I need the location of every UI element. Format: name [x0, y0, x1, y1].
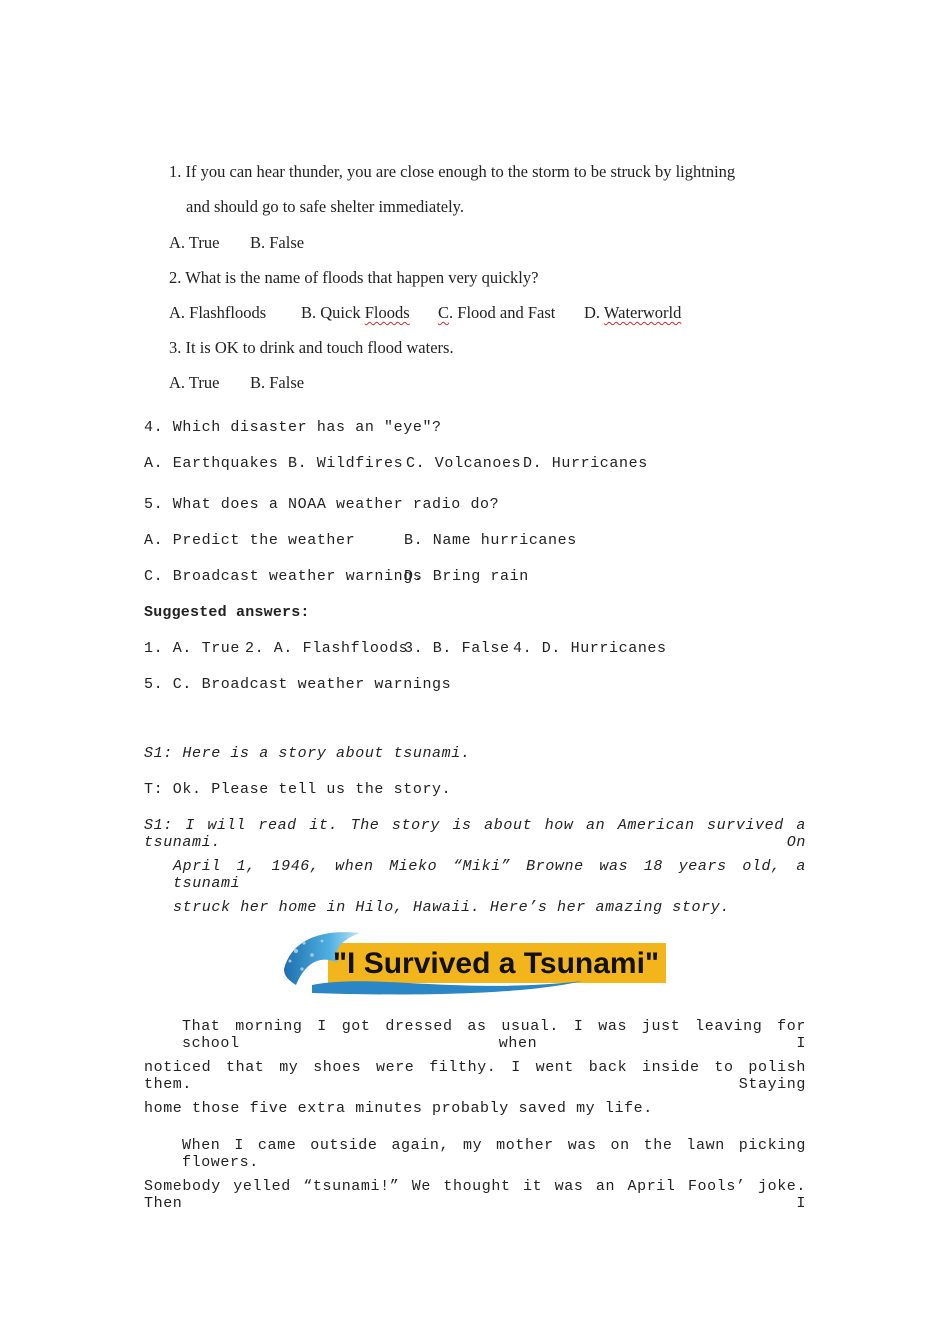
answer-3: 3. B. False: [404, 640, 510, 657]
story-p1-line-3: home those five extra minutes probably saved my life.: [144, 1100, 653, 1117]
option-b-prefix: B. Quick: [301, 303, 365, 322]
question-2: 2. What is the name of floods that happen very quickly?: [169, 268, 539, 287]
spellcheck-letter-c: C: [438, 303, 450, 322]
question-4: 4. Which disaster has an "eye"?: [144, 419, 442, 436]
banner-title: "I Survived a Tsunami": [332, 947, 660, 980]
question-3: 3. It is OK to drink and touch flood waters.: [169, 338, 454, 357]
question-2-option-a: A. Flashfloods: [169, 303, 267, 322]
dialogue-teacher: T: Ok. Please tell us the story.: [144, 781, 452, 798]
story-p2-line-2: Somebody yelled “tsunami!” We thought it was an April Fools’ joke. Then I: [144, 1178, 806, 1212]
story-p2-line-1: When I came outside again, my mother was on the lawn picking flowers.: [182, 1137, 806, 1171]
question-4-option-c: C. Volcanoes: [406, 455, 522, 472]
question-1-option-b: B. False: [250, 233, 305, 252]
dialogue-s1-second-line-3: struck her home in Hilo, Hawaii. Here’s her amazing story.: [173, 899, 730, 916]
spellcheck-word-floods: Floods: [364, 303, 410, 322]
answer-1: 1. A. True: [144, 640, 241, 657]
answer-2: 2. A. Flashfloods: [245, 640, 409, 657]
question-2-option-c: [438, 303, 555, 323]
question-4-option-a: A. Earthquakes: [144, 455, 279, 472]
question-5: 5. What does a NOAA weather radio do?: [144, 496, 500, 513]
question-2-option-d: [584, 303, 681, 323]
question-1-line-2: and should go to safe shelter immediately.: [186, 197, 464, 216]
question-5-option-b: B. Name hurricanes: [404, 532, 577, 549]
answers-heading: Suggested answers:: [144, 604, 310, 621]
question-3-option-b: B. False: [250, 373, 305, 392]
question-5-option-d: D. Bring rain: [404, 568, 529, 585]
answer-4: 4. D. Hurricanes: [513, 640, 667, 657]
question-3-option-a: A. True: [169, 373, 220, 392]
question-1-line-1: 1. If you can hear thunder, you are close enough to the storm to be struck by lightning: [169, 162, 736, 181]
story-p1-line-1: That morning I got dressed as usual. I was just leaving for school when I: [182, 1018, 806, 1052]
dialogue-s1-first: S1: Here is a story about tsunami.: [144, 745, 471, 762]
wave-swoosh-icon: [312, 981, 582, 995]
question-4-option-d: D. Hurricanes: [523, 455, 648, 472]
option-d-prefix: D.: [584, 303, 604, 322]
story-p1-line-2: noticed that my shoes were filthy. I went back inside to polish them. Staying: [144, 1059, 806, 1093]
question-4-option-b: B. Wildfires: [288, 455, 404, 472]
answer-5: 5. C. Broadcast weather warnings: [144, 676, 452, 693]
question-5-option-c: C. Broadcast weather warnings: [144, 568, 423, 585]
dialogue-s1-second-line-2: April 1, 1946, when Mieko “Miki” Browne was 18 years old, a tsunami: [173, 858, 806, 892]
dialogue-s1-second-line-1: S1: I will read it. The story is about how an American survived a tsunami. On: [144, 817, 806, 851]
question-1-option-a: A. True: [169, 233, 220, 252]
option-c-rest: . Flood and Fast: [449, 303, 556, 322]
question-2-option-b: [301, 303, 410, 323]
question-5-option-a: A. Predict the weather: [144, 532, 356, 549]
tsunami-banner: [282, 929, 668, 997]
spellcheck-word-waterworld: Waterworld: [603, 303, 682, 322]
